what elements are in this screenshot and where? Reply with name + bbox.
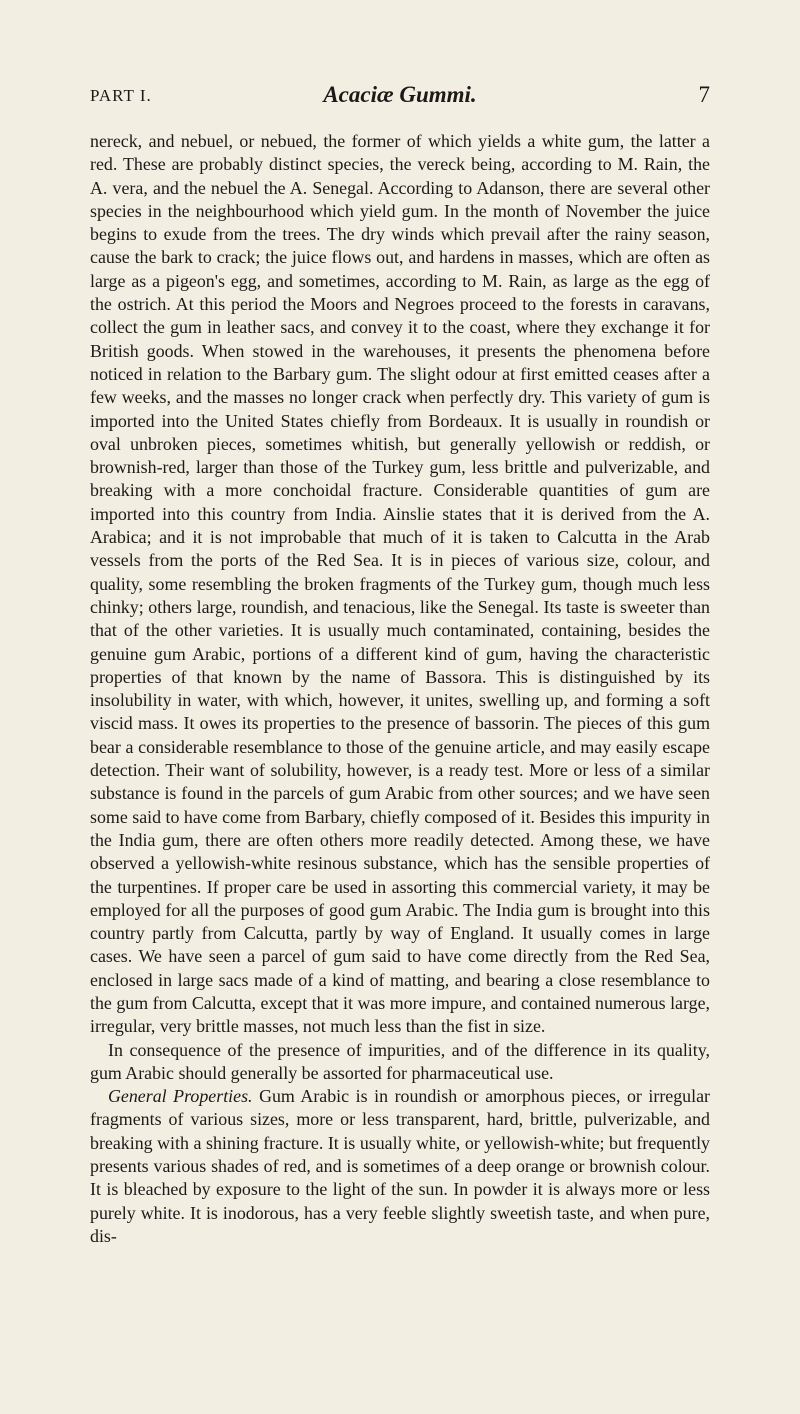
part-label: PART I. [90,86,152,105]
section-heading-general-properties: General Properties. [108,1086,253,1107]
paragraph-2 [90,1039,710,1086]
page-number: 7 [698,82,710,107]
page-title: Acaciæ Gummi. [323,82,477,107]
running-head [90,82,710,112]
body-text [90,130,710,1248]
paragraph-1 [90,130,710,1039]
paragraph-3 [90,1085,710,1248]
paragraph-1-text: nereck, and nebuel, or nebued, the former of which yields a white gum, the latter a red. These are probably distinct species, the vereck being, according to M. Rain, the A. vera, and the nebuel the A. Senegal. According to Adanson, there are several other species in the neighbourhood which yield gum. In the month of November the juice begins to exude from the trees. The dry winds which prevail after the rainy season, cause the bark to crack; the juice flows out, and hardens in masses, which are often as large as a pigeon's egg, and sometimes, according to M. Rain, as large as the egg of the ostrich. At this period the Moors and Negroes proceed to the forests in caravans, collect the gum in leather sacs, and convey it to the coast, where they exchange it for British goods. When stowed in the warehouses, it presents the phenomena before noticed in relation to the Barbary gum. The slight odour at first emitted ceases after a few weeks, and the masses no longer crack when perfectly dry. This variety of gum is imported into the United States chiefly from Bordeaux. It is usually in roundish or oval unbroken pieces, sometimes whitish, but generally yellowish or reddish, or brownish-red, larger than those of the Turkey gum, less brittle and pulverizable, and breaking with a more conchoidal fracture. Considerable quantities of gum are imported into this country from India. Ainslie states that it is derived from the A. Arabica; and it is not improbable that much of it is taken to Calcutta in the Arab vessels from the ports of the Red Sea. It is in pieces of various size, colour, and quality, some resembling the broken fragments of the Turkey gum, though much less chinky; others large, roundish, and tenacious, like the Senegal. Its taste is sweeter than that of the other varieties. It is usually much contaminated, containing, besides the genuine gum Arabic, portions of a different kind of gum, having the characteristic properties of that known by the name of Bassora. This is distinguished by its insolubility in water, with which, however, it unites, swelling up, and forming a soft viscid mass. It owes its properties to the presence of bassorin. The pieces of this gum bear a considerable resemblance to those of the genuine article, and may easily escape detection. Their want of solubility, however, is a ready test. More or less of a similar substance is found in the parcels of gum Arabic from other sources; and we have seen some said to have come from Barbary, chiefly composed of it. Besides this impurity in the India gum, there are often others more readily detected. Among these, we have observed a yellowish-white resinous substance, which has the sensible properties of the turpentines. If proper care be used in assorting this commercial variety, it may be employed for all the purposes of good gum Arabic. The India gum is brought into this country partly from Calcutta, partly by way of England. It usually comes in large cases. We have seen a parcel of gum said to have come directly from the Red Sea, enclosed in large sacs made of a kind of matting, and bearing a close resemblance to the gum from Calcutta, except that it was more impure, and contained numerous large, irregular, very brittle masses, not much less than the fist in size. [90,131,710,1037]
paragraph-3-text: Gum Arabic is in roundish or amorphous pieces, or irregular fragments of various sizes, more or less transparent, hard, brittle, pulverizable, and breaking with a shining fracture. It is usually white, or yellowish-white; but frequently presents various shades of red, and is sometimes of a deep orange or brownish colour. It is bleached by exposure to the light of the sun. In powder it is always more or less purely white. It is inodorous, has a very feeble slightly sweetish taste, and when pure, dis- [90,1086,710,1246]
paragraph-2-text: In consequence of the presence of impurities, and of the difference in its quality, gum Arabic should generally be assorted for pharmaceutical use. [90,1039,710,1083]
